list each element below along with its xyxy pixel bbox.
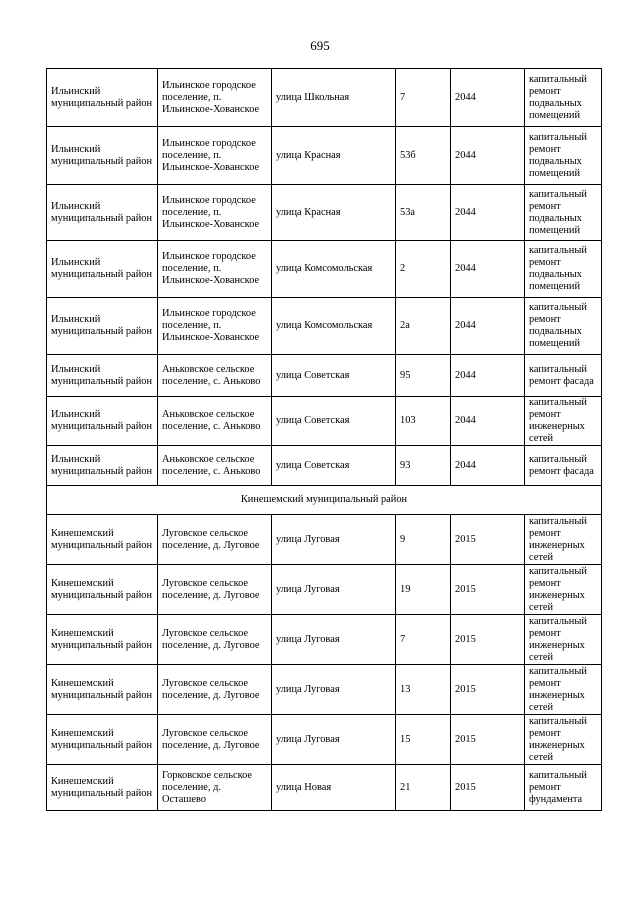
year-cell: 2015 (451, 615, 525, 665)
settlement-cell: Ильинское городское поселение, п. Ильинское-Хованское (158, 241, 272, 298)
district-cell: Ильинский муниципальный район (47, 127, 158, 185)
house-number-cell: 103 (396, 397, 451, 446)
year-cell: 2044 (451, 355, 525, 397)
street-cell: улица Луговая (272, 565, 396, 615)
year-cell: 2015 (451, 765, 525, 811)
house-number-cell: 53а (396, 185, 451, 241)
table-row (47, 127, 602, 185)
house-number-cell: 19 (396, 565, 451, 615)
year-cell: 2044 (451, 69, 525, 127)
table-row (47, 397, 602, 446)
table-row (47, 715, 602, 765)
street-cell: улица Комсомольская (272, 241, 396, 298)
district-cell: Ильинский муниципальный район (47, 69, 158, 127)
settlement-cell: Аньковское сельское поселение, с. Аньково (158, 446, 272, 486)
year-cell: 2044 (451, 127, 525, 185)
ilyinsky-rows (47, 69, 602, 486)
house-number-cell: 53б (396, 127, 451, 185)
year-cell: 2044 (451, 185, 525, 241)
settlement-cell: Ильинское городское поселение, п. Ильинское-Хованское (158, 298, 272, 355)
street-cell: улица Советская (272, 446, 396, 486)
work-type-cell: капитальный ремонт инженерных сетей (525, 397, 602, 446)
house-number-cell: 9 (396, 515, 451, 565)
settlement-cell: Аньковское сельское поселение, с. Аньково (158, 397, 272, 446)
district-cell: Кинешемский муниципальный район (47, 715, 158, 765)
settlement-cell: Луговское сельское поселение, д. Луговое (158, 715, 272, 765)
table-row (47, 446, 602, 486)
table-row (47, 615, 602, 665)
settlement-cell: Горковское сельское поселение, д. Осташево (158, 765, 272, 811)
settlement-cell: Луговское сельское поселение, д. Луговое (158, 515, 272, 565)
page-number: 695 (310, 38, 330, 53)
table-row (47, 298, 602, 355)
district-cell: Ильинский муниципальный район (47, 397, 158, 446)
street-cell: улица Луговая (272, 615, 396, 665)
district-cell: Ильинский муниципальный район (47, 298, 158, 355)
work-type-cell: капитальный ремонт инженерных сетей (525, 665, 602, 715)
district-cell: Кинешемский муниципальный район (47, 665, 158, 715)
work-type-cell: капитальный ремонт подвальных помещений (525, 185, 602, 241)
house-number-cell: 13 (396, 665, 451, 715)
settlement-cell: Луговское сельское поселение, д. Луговое (158, 565, 272, 615)
street-cell: улица Луговая (272, 715, 396, 765)
house-number-cell: 7 (396, 69, 451, 127)
street-cell: улица Красная (272, 185, 396, 241)
house-number-cell: 93 (396, 446, 451, 486)
district-cell: Кинешемский муниципальный район (47, 615, 158, 665)
table-row (47, 241, 602, 298)
table-row (47, 765, 602, 811)
year-cell: 2044 (451, 446, 525, 486)
year-cell: 2044 (451, 241, 525, 298)
work-type-cell: капитальный ремонт подвальных помещений (525, 298, 602, 355)
table-row (47, 565, 602, 615)
section-header-row (47, 486, 602, 515)
district-cell: Кинешемский муниципальный район (47, 565, 158, 615)
table-row (47, 185, 602, 241)
district-cell: Ильинский муниципальный район (47, 355, 158, 397)
work-type-cell: капитальный ремонт фасада (525, 446, 602, 486)
street-cell: улица Советская (272, 397, 396, 446)
work-type-cell: капитальный ремонт подвальных помещений (525, 241, 602, 298)
section-title: Кинешемский муниципальный район (47, 486, 602, 515)
year-cell: 2044 (451, 298, 525, 355)
street-cell: улица Луговая (272, 515, 396, 565)
work-type-cell: капитальный ремонт фундамента (525, 765, 602, 811)
settlement-cell: Ильинское городское поселение, п. Ильинское-Хованское (158, 127, 272, 185)
house-number-cell: 95 (396, 355, 451, 397)
street-cell: улица Советская (272, 355, 396, 397)
year-cell: 2015 (451, 665, 525, 715)
work-type-cell: капитальный ремонт фасада (525, 355, 602, 397)
settlement-cell: Ильинское городское поселение, п. Ильинское-Хованское (158, 185, 272, 241)
settlement-cell: Ильинское городское поселение, п. Ильинское-Хованское (158, 69, 272, 127)
year-cell: 2015 (451, 565, 525, 615)
house-number-cell: 2 (396, 241, 451, 298)
section-header-group (47, 486, 602, 515)
work-type-cell: капитальный ремонт подвальных помещений (525, 127, 602, 185)
year-cell: 2015 (451, 515, 525, 565)
table-row (47, 69, 602, 127)
district-cell: Ильинский муниципальный район (47, 446, 158, 486)
register-table (46, 68, 602, 811)
street-cell: улица Новая (272, 765, 396, 811)
table-row (47, 665, 602, 715)
district-cell: Ильинский муниципальный район (47, 185, 158, 241)
kineshma-rows (47, 515, 602, 811)
house-number-cell: 21 (396, 765, 451, 811)
year-cell: 2015 (451, 715, 525, 765)
street-cell: улица Луговая (272, 665, 396, 715)
house-number-cell: 2а (396, 298, 451, 355)
table-row (47, 355, 602, 397)
work-type-cell: капитальный ремонт инженерных сетей (525, 615, 602, 665)
work-type-cell: капитальный ремонт инженерных сетей (525, 515, 602, 565)
house-number-cell: 15 (396, 715, 451, 765)
district-cell: Ильинский муниципальный район (47, 241, 158, 298)
district-cell: Кинешемский муниципальный район (47, 765, 158, 811)
house-number-cell: 7 (396, 615, 451, 665)
street-cell: улица Школьная (272, 69, 396, 127)
work-type-cell: капитальный ремонт подвальных помещений (525, 69, 602, 127)
work-type-cell: капитальный ремонт инженерных сетей (525, 715, 602, 765)
work-type-cell: капитальный ремонт инженерных сетей (525, 565, 602, 615)
settlement-cell: Аньковское сельское поселение, с. Аньково (158, 355, 272, 397)
street-cell: улица Комсомольская (272, 298, 396, 355)
table-row (47, 515, 602, 565)
district-cell: Кинешемский муниципальный район (47, 515, 158, 565)
settlement-cell: Луговское сельское поселение, д. Луговое (158, 615, 272, 665)
settlement-cell: Луговское сельское поселение, д. Луговое (158, 665, 272, 715)
year-cell: 2044 (451, 397, 525, 446)
street-cell: улица Красная (272, 127, 396, 185)
